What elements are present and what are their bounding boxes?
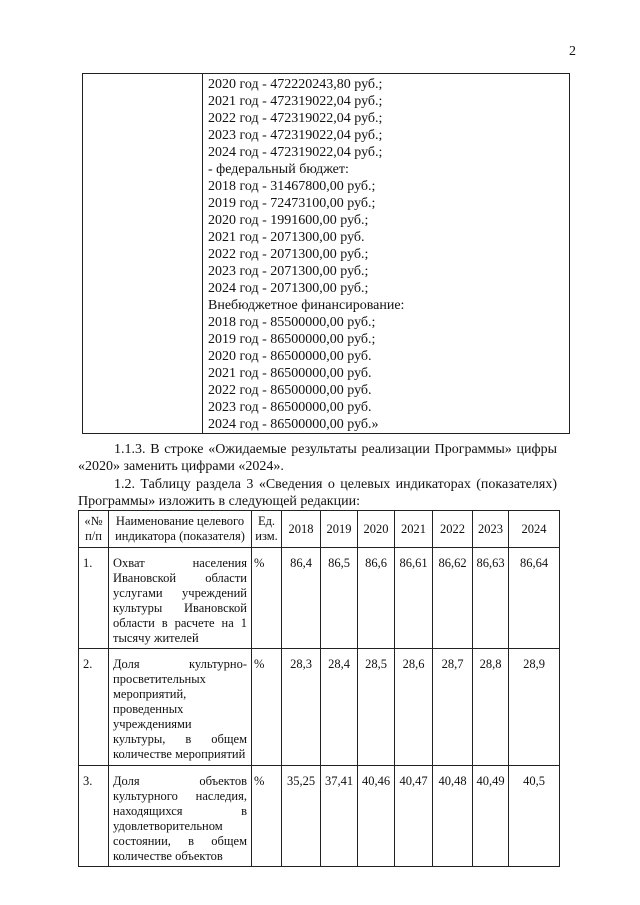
header-year: 2020 [358,511,395,548]
row-value: 28,9 [509,649,560,766]
row-value: 37,41 [321,766,358,867]
row-index: 3. [79,766,109,867]
row-value: 86,61 [395,548,433,649]
row-value: 40,49 [473,766,509,867]
funding-line: 2020 год - 472220243,80 руб.; [208,77,383,92]
row-name: Доля культурно-просветительных мероприятий, проведенных учреждениями культуры, в общем количестве мероприятий [109,649,252,766]
funding-table [82,73,570,434]
table-header-row [79,511,560,548]
funding-line: 2018 год - 85500000,00 руб.; [208,315,376,330]
table-row [79,649,560,766]
funding-label-cell [83,74,203,434]
header-year: 2024 [509,511,560,548]
row-index: 2. [79,649,109,766]
row-name: Охват населения Ивановской области услугами учреждений культуры Ивановской области в расчете на 1 тысячу жителей [109,548,252,649]
row-value: 40,48 [433,766,473,867]
row-unit: % [252,548,282,649]
header-name: Наименование целевого индикатора (показателя) [109,511,252,548]
row-value: 28,6 [395,649,433,766]
row-value: 35,25 [282,766,321,867]
row-value: 86,5 [321,548,358,649]
funding-line: 2023 год - 2071300,00 руб.; [208,264,369,279]
table-row [79,548,560,649]
funding-line: 2024 год - 2071300,00 руб.; [208,281,369,296]
header-unit: Ед. изм. [252,511,282,548]
row-value: 28,3 [282,649,321,766]
paragraph-1-2: 1.2. Таблицу раздела 3 «Сведения о целевых индикаторах (показателях) Программы» изложить в следующей редакции: [78,477,557,509]
funding-line: 2019 год - 86500000,00 руб.; [208,332,376,347]
header-year: 2019 [321,511,358,548]
funding-line: - федеральный бюджет: [208,162,349,177]
row-unit: % [252,766,282,867]
row-value: 28,5 [358,649,395,766]
header-year: 2022 [433,511,473,548]
row-value: 28,8 [473,649,509,766]
paragraph-1-1-3: 1.1.3. В строке «Ожидаемые результаты реализации Программы» цифры «2020» заменить цифрами «2024». [78,442,557,474]
header-index: «№ п/п [79,511,109,548]
header-year: 2018 [282,511,321,548]
row-value: 40,46 [358,766,395,867]
row-value: 40,5 [509,766,560,867]
row-value: 28,7 [433,649,473,766]
header-year: 2021 [395,511,433,548]
funding-line: 2023 год - 472319022,04 руб.; [208,128,383,143]
funding-line: Внебюджетное финансирование: [208,298,405,313]
row-value: 86,63 [473,548,509,649]
row-unit: % [252,649,282,766]
funding-line: 2018 год - 31467800,00 руб.; [208,179,376,194]
row-value: 86,62 [433,548,473,649]
funding-line: 2022 год - 86500000,00 руб. [208,383,372,398]
funding-line: 2021 год - 86500000,00 руб. [208,366,372,381]
row-value: 86,64 [509,548,560,649]
indicator-table [78,510,560,867]
row-name: Доля объектов культурного наследия, находящихся в удовлетворительном состоянии, в общем количестве объектов [109,766,252,867]
row-value: 86,6 [358,548,395,649]
table-row [79,766,560,867]
funding-line: 2021 год - 2071300,00 руб. [208,230,365,245]
funding-line: 2021 год - 472319022,04 руб.; [208,94,383,109]
funding-line: 2024 год - 472319022,04 руб.; [208,145,383,160]
row-value: 86,4 [282,548,321,649]
funding-line: 2024 год - 86500000,00 руб.» [208,417,379,432]
funding-line: 2022 год - 2071300,00 руб.; [208,247,369,262]
funding-line: 2022 год - 472319022,04 руб.; [208,111,383,126]
row-index: 1. [79,548,109,649]
funding-values-cell [203,74,570,434]
funding-line: 2020 год - 1991600,00 руб.; [208,213,369,228]
funding-line: 2020 год - 86500000,00 руб. [208,349,372,364]
row-value: 40,47 [395,766,433,867]
page-number: 2 [569,44,576,59]
header-year: 2023 [473,511,509,548]
funding-line: 2019 год - 72473100,00 руб.; [208,196,376,211]
funding-line: 2023 год - 86500000,00 руб. [208,400,372,415]
row-value: 28,4 [321,649,358,766]
